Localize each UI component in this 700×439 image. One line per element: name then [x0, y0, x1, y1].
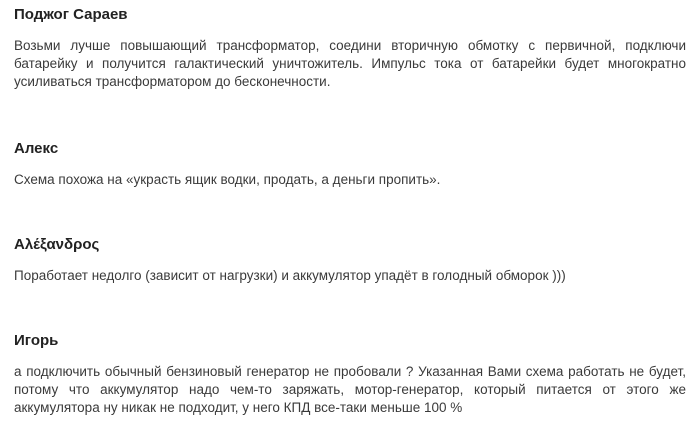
comment-author: Αλέξανδρος	[14, 236, 100, 253]
comment-item	[14, 140, 686, 189]
comment-text: Схема похожа на «украсть ящик водки, продать, а деньги пропить».	[14, 172, 441, 187]
comment-author: Игорь	[14, 332, 59, 349]
comment-item	[14, 6, 686, 91]
comment-item	[14, 236, 686, 285]
comment-text: Поработает недолго (зависит от нагрузки) и аккумулятор упадёт в голодный обморок )))	[14, 268, 566, 283]
comment-author: Алекс	[14, 140, 59, 157]
comment-text: а подключить обычный бензиновый генератор не пробовали ? Указанная Вами схема работать не будет, потому что аккумулятор надо чем-то заряжать, мотор-генератор, который питается от этого же аккумулятора ну никак не подходит, у него КПД все-таки меньше 100 %	[14, 364, 686, 415]
comment-item	[14, 332, 686, 417]
comment-text: Возьми лучше повышающий трансформатор, соедини вторичную обмотку с первичной, подключи батарейку и получится галактический уничтожитель. Импульс тока от батарейки будет многократно усиливаться трансформатором до бесконечности.	[14, 38, 686, 89]
comment-author: Поджог Сараев	[14, 6, 128, 23]
